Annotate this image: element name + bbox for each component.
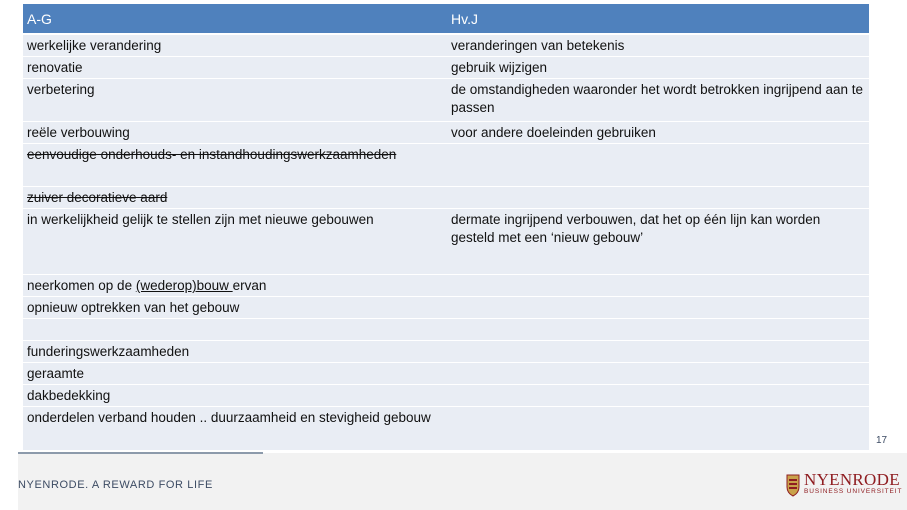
- cell-ag: [23, 319, 447, 341]
- cell-ag: werkelijke verandering: [23, 34, 447, 57]
- underlined-text: (wederop)bouw: [135, 278, 233, 293]
- cell-hvj: [447, 407, 869, 450]
- cell-ag: dakbedekking: [23, 385, 447, 407]
- logo-subtitle: BUSINESS UNIVERSITEIT: [804, 488, 903, 495]
- comparison-table: [23, 4, 869, 450]
- cell-text: neerkomen op de: [27, 278, 136, 293]
- cell-ag-struck: eenvoudige onderhouds- en instandhoudingswerkzaamheden: [23, 144, 447, 187]
- header-hvj: Hv.J: [447, 4, 869, 34]
- cell-hvj: [447, 319, 869, 341]
- cell-ag: geraamte: [23, 363, 447, 385]
- cell-ag: [23, 275, 447, 297]
- table-row: [23, 385, 869, 407]
- cell-hvj: veranderingen van betekenis: [447, 34, 869, 57]
- crest-icon: [786, 473, 800, 497]
- cell-ag-struck: zuiver decoratieve aard: [23, 187, 447, 209]
- table-row: [23, 144, 869, 187]
- footer-divider: [18, 452, 263, 454]
- cell-text: ervan: [232, 278, 267, 293]
- table-row: [23, 341, 869, 363]
- cell-hvj: [447, 385, 869, 407]
- logo-name: NYENRODE: [804, 470, 900, 489]
- table-row: [23, 57, 869, 79]
- table-row: [23, 187, 869, 209]
- table-row: [23, 319, 869, 341]
- cell-ag: onderdelen verband houden .. duurzaamheid en stevigheid gebouw: [23, 407, 447, 450]
- nyenrode-logo: [786, 470, 903, 500]
- cell-ag: reële verbouwing: [23, 122, 447, 144]
- table-row: [23, 363, 869, 385]
- cell-ag: verbetering: [23, 79, 447, 122]
- table-row: [23, 407, 869, 450]
- table-row: [23, 275, 869, 297]
- table-row: [23, 79, 869, 122]
- cell-hvj: [447, 297, 869, 319]
- cell-hvj: [447, 144, 869, 187]
- cell-hvj: [447, 187, 869, 209]
- header-ag: A-G: [23, 4, 447, 34]
- cell-hvj: [447, 363, 869, 385]
- cell-ag: in werkelijkheid gelijk te stellen zijn met nieuwe gebouwen: [23, 209, 447, 275]
- cell-hvj: gebruik wijzigen: [447, 57, 869, 79]
- footer-tagline: NYENRODE. A REWARD FOR LIFE: [18, 479, 213, 491]
- table-row: [23, 122, 869, 144]
- cell-ag: renovatie: [23, 57, 447, 79]
- page-number: 17: [876, 435, 888, 446]
- table-row: [23, 34, 869, 57]
- cell-hvj: [447, 341, 869, 363]
- cell-hvj: de omstandigheden waaronder het wordt betrokken ingrijpend aan te passen: [447, 79, 869, 122]
- table-row: [23, 297, 869, 319]
- cell-hvj: [447, 275, 869, 297]
- cell-hvj: dermate ingrijpend verbouwen, dat het op één lijn kan worden gesteld met een ‘nieuw gebouw’: [447, 209, 869, 275]
- cell-ag: funderingswerkzaamheden: [23, 341, 447, 363]
- table-row: [23, 209, 869, 275]
- table-header-row: [23, 4, 869, 34]
- cell-ag: opnieuw optrekken van het gebouw: [23, 297, 447, 319]
- cell-hvj: voor andere doeleinden gebruiken: [447, 122, 869, 144]
